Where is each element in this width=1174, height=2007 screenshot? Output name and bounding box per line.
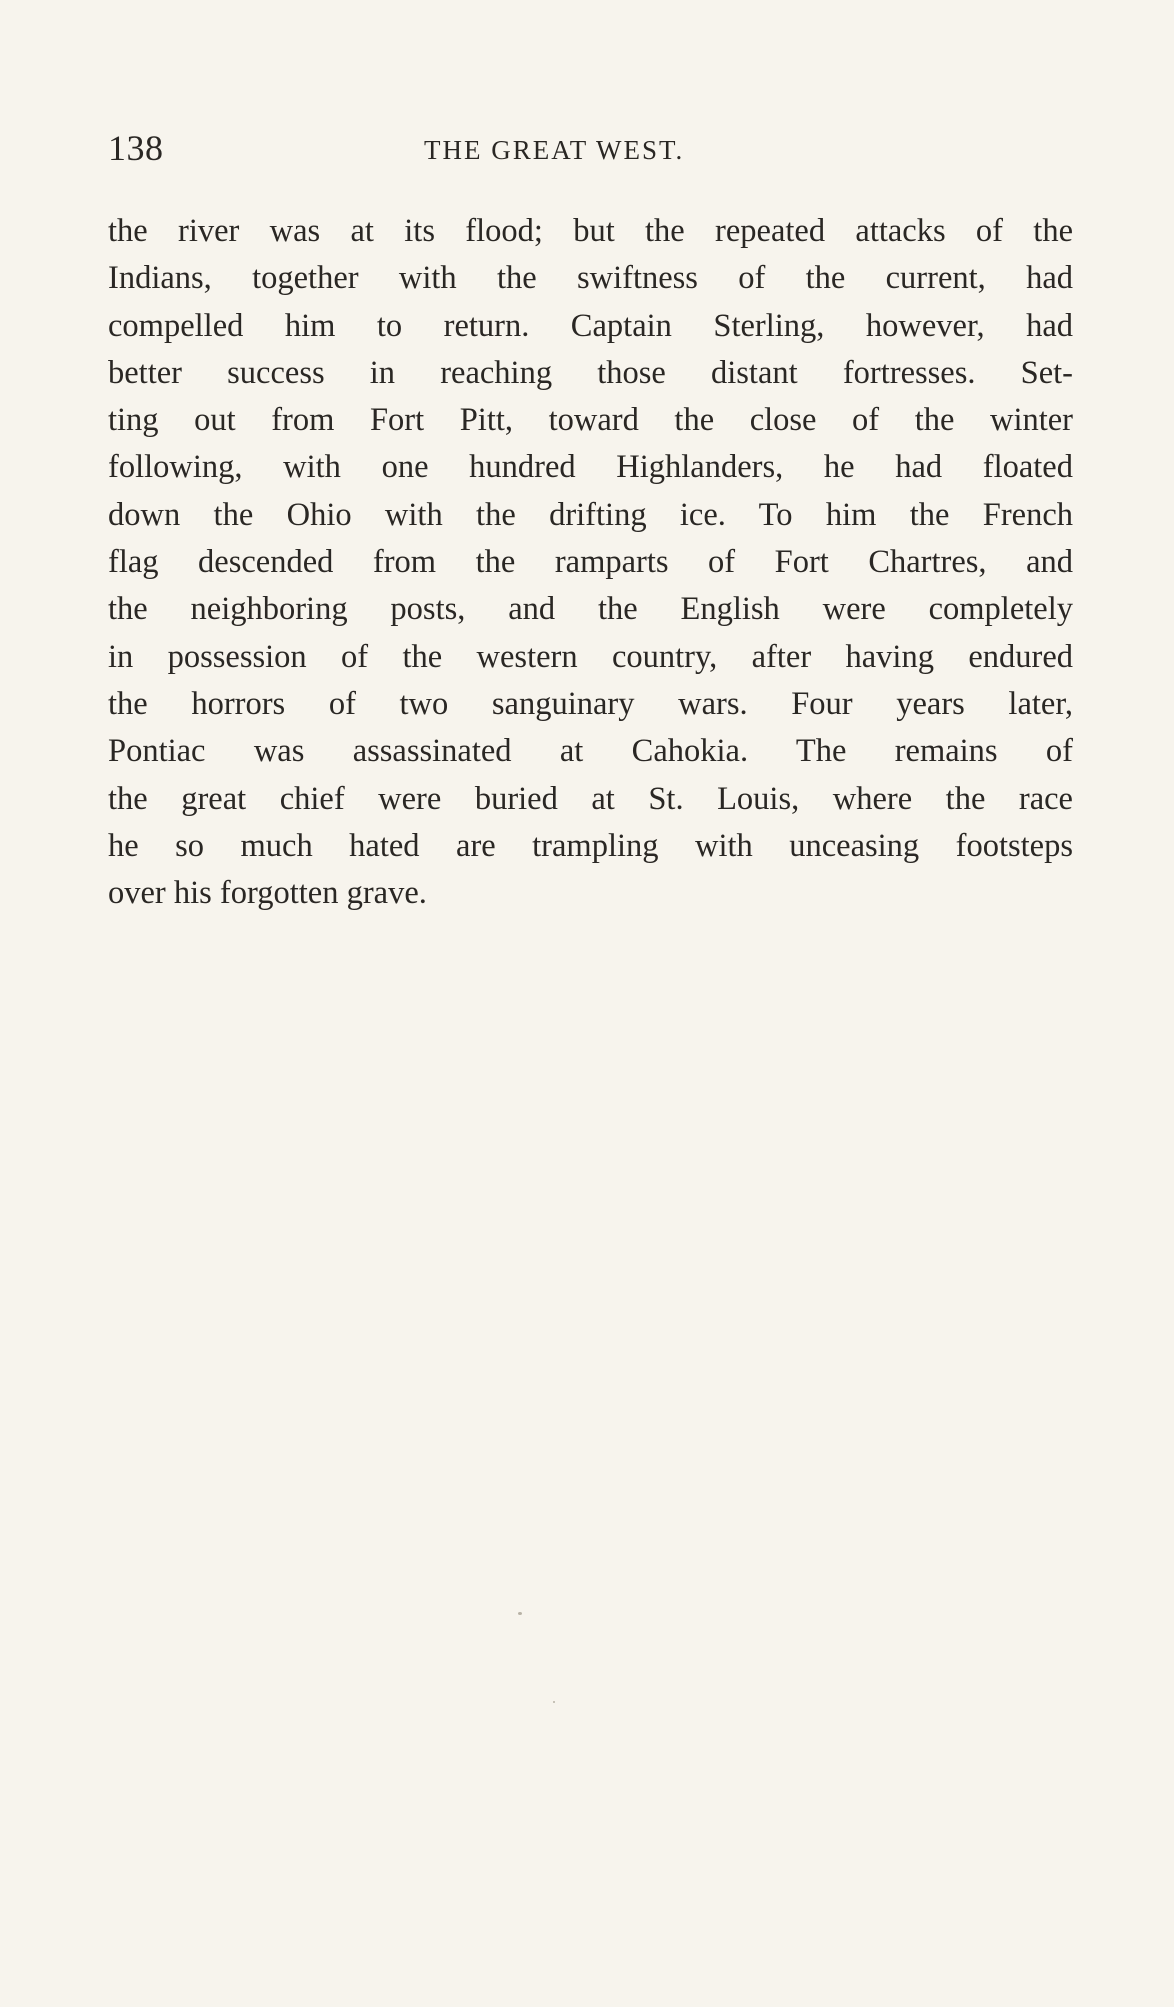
running-title: THE GREAT WEST. [424,135,685,165]
text-line: following, with one hundred Highlanders, he had floated [108,449,1073,486]
text-line: the river was at its flood; but the repeated attacks of the [108,213,1073,249]
text-line: flag descended from the ramparts of Fort Chartres, and [108,544,1073,581]
text-line: Indians, together with the swiftness of the current, had [108,260,1073,297]
text-line: better success in reaching those distant fortresses. Set- [108,354,1073,391]
text-line: Pontiac was assassinated at Cahokia. The remains of [108,733,1073,770]
text-line: down the Ohio with the drifting ice. To him the French [108,496,1073,533]
text-line: over his forgotten grave. [108,875,427,912]
paper-speck [553,1701,555,1703]
text-line: ting out from Fort Pitt, toward the close of the winter [108,402,1073,439]
body-paragraph [108,208,1073,917]
text-line: compelled him to return. Captain Sterling, however, had [108,307,1073,344]
text-line: the great chief were buried at St. Louis, where the race [108,780,1073,817]
text-line: he so much hated are trampling with unceasing footsteps [108,827,1073,864]
text-line: in possession of the western country, after having endured [108,638,1073,675]
page-header [108,128,1073,168]
text-line: the horrors of two sanguinary wars. Four years later, [108,685,1073,722]
text-line: the neighboring posts, and the English were completely [108,591,1073,628]
page-number: 138 [108,128,164,168]
paper-speck [518,1612,522,1615]
